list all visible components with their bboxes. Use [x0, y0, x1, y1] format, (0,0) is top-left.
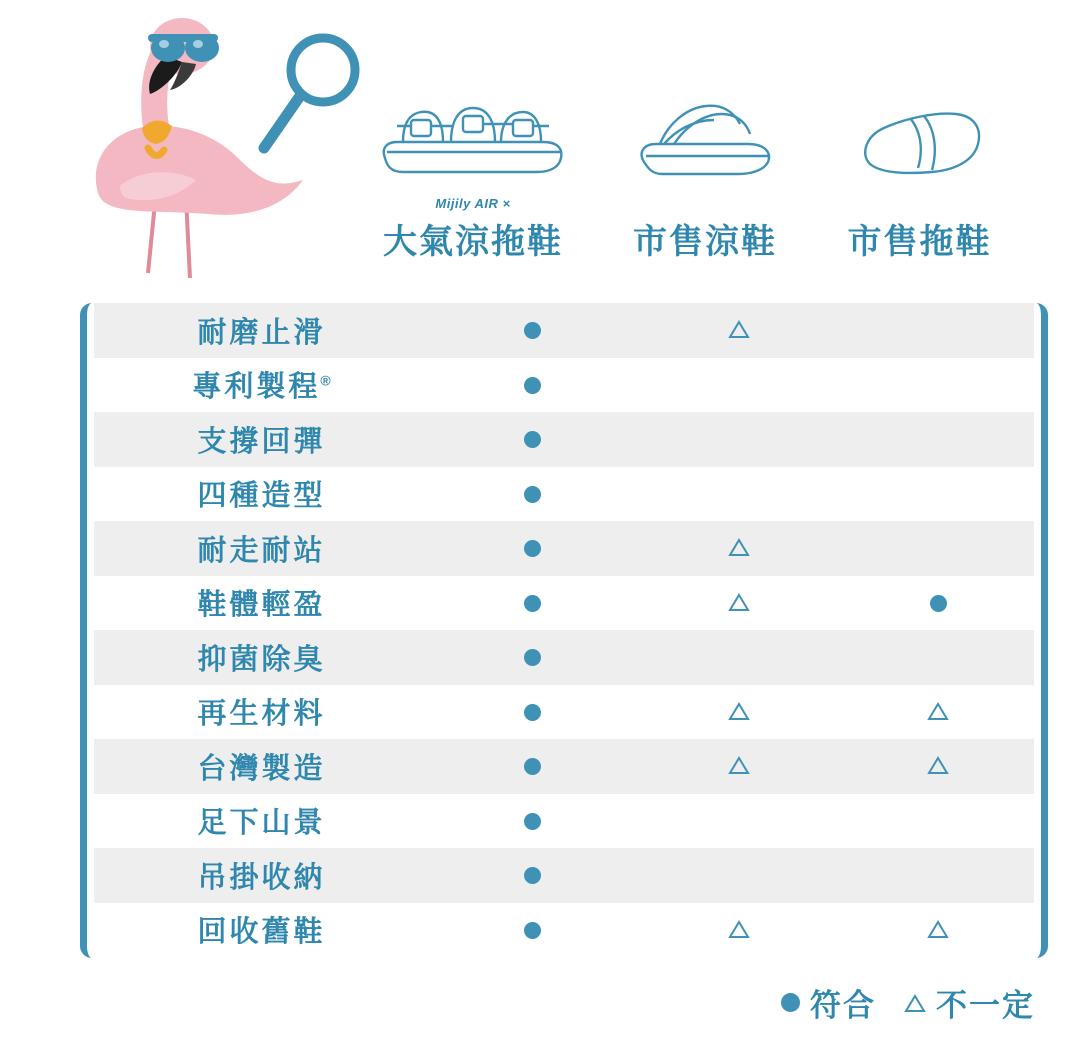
mark-dot-icon [524, 867, 541, 884]
mark-dot-icon [524, 922, 541, 939]
feature-label: 耐磨止滑 [197, 316, 326, 349]
column-header-mijily [348, 60, 598, 263]
legend-triangle-icon [904, 985, 926, 1021]
mark-triangle-icon [927, 915, 949, 945]
mark-triangle-icon [728, 751, 750, 781]
cell-market-sandal [636, 590, 843, 616]
cell-mijily [429, 590, 636, 616]
mark-dot-icon [524, 649, 541, 666]
feature-label: 回收舊鞋 [197, 916, 326, 949]
column-header-market-slipper [812, 60, 1027, 263]
mark-triangle-icon [728, 697, 750, 727]
table-row [94, 467, 1034, 522]
cell-market-slipper [843, 590, 1034, 616]
cell-mijily [429, 753, 636, 779]
feature-label: 再生材料 [197, 698, 326, 731]
feature-label: 台灣製造 [197, 752, 326, 785]
cell-mijily [429, 808, 636, 834]
mark-triangle-icon [728, 588, 750, 618]
table-row [94, 412, 1034, 467]
legend-label-match: 符合 [810, 988, 876, 1023]
cell-mijily [429, 372, 636, 398]
table-row [94, 739, 1034, 794]
cell-market-sandal [636, 317, 843, 343]
table-row [94, 685, 1034, 740]
cell-mijily [429, 644, 636, 670]
cell-mijily [429, 481, 636, 507]
brand-line [812, 196, 1027, 212]
feature-label: 專利製程® [192, 371, 331, 404]
mark-dot-icon [930, 595, 947, 612]
table-row [94, 521, 1034, 576]
feature-label: 耐走耐站 [197, 534, 326, 567]
mark-triangle-icon [728, 315, 750, 345]
column-label-market-slipper: 市售拖鞋 [847, 223, 992, 261]
mark-dot-icon [524, 377, 541, 394]
mark-dot-icon [524, 322, 541, 339]
cell-market-sandal [636, 917, 843, 943]
column-label-market-sandal: 市售涼鞋 [633, 223, 777, 261]
brand-line: Mijily AIR × [435, 196, 511, 211]
table-row [94, 303, 1034, 358]
sandal-icon [600, 60, 810, 190]
mark-dot-icon [524, 540, 541, 557]
feature-label: 吊掛收納 [197, 861, 326, 894]
table-row [94, 576, 1034, 631]
legend-label-maybe: 不一定 [936, 988, 1035, 1023]
column-label-mijily: 大氣涼拖鞋 [383, 223, 563, 261]
legend-dot-icon [781, 993, 800, 1012]
cell-mijily [429, 317, 636, 343]
table-body [94, 303, 1034, 958]
mark-triangle-icon [927, 697, 949, 727]
cell-market-sandal [636, 699, 843, 725]
cell-market-slipper [843, 699, 1034, 725]
mark-triangle-icon [927, 751, 949, 781]
cell-market-sandal [636, 753, 843, 779]
table-row [94, 903, 1034, 958]
cell-market-slipper [843, 917, 1034, 943]
cell-market-slipper [843, 753, 1034, 779]
cell-mijily [429, 862, 636, 888]
sandal-strap-icon [348, 60, 598, 190]
mark-triangle-icon [728, 533, 750, 563]
table-row [94, 794, 1034, 849]
cell-mijily [429, 699, 636, 725]
table-row [94, 630, 1034, 685]
feature-label: 抑菌除臭 [197, 643, 326, 676]
feature-label: 足下山景 [197, 807, 326, 840]
feature-label: 鞋體輕盈 [197, 589, 326, 622]
slipper-icon [812, 60, 1027, 190]
cell-market-sandal [636, 535, 843, 561]
flamingo-mascot-illustration [78, 8, 378, 298]
table-row [94, 848, 1034, 903]
feature-label: 支撐回彈 [197, 425, 326, 458]
chart-header [0, 0, 1077, 300]
mark-dot-icon [524, 431, 541, 448]
brand-line [600, 196, 810, 212]
cell-mijily [429, 917, 636, 943]
mark-dot-icon [524, 486, 541, 503]
mark-dot-icon [524, 595, 541, 612]
mark-dot-icon [524, 704, 541, 721]
cell-mijily [429, 426, 636, 452]
column-header-market-sandal [600, 60, 810, 263]
mark-dot-icon [524, 813, 541, 830]
mark-triangle-icon [728, 915, 750, 945]
cell-mijily [429, 535, 636, 561]
table-row [94, 358, 1034, 413]
legend [781, 980, 1035, 1025]
comparison-table [80, 303, 1048, 958]
feature-label: 四種造型 [197, 480, 326, 513]
mark-dot-icon [524, 758, 541, 775]
